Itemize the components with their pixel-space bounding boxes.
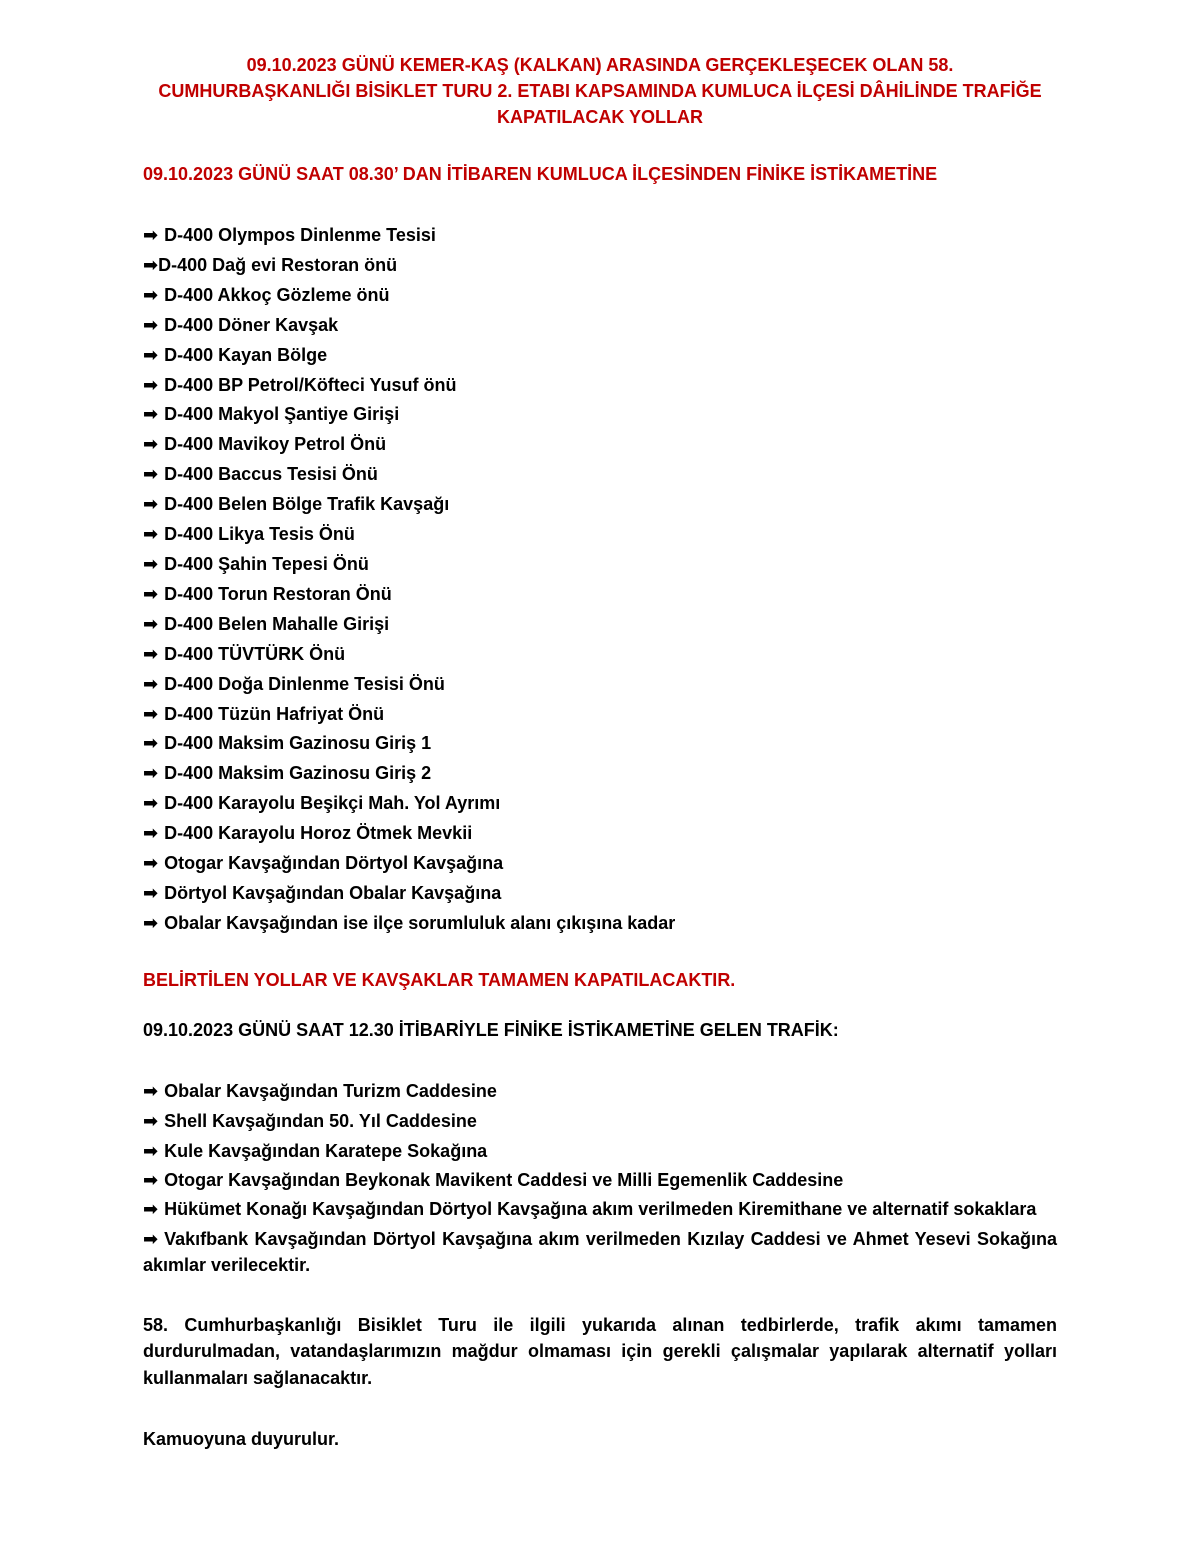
arrow-right-icon: ➡	[143, 643, 159, 664]
list-item-text: D-400 Karayolu Horoz Ötmek Mevkii	[164, 823, 473, 844]
arrow-right-icon: ➡	[143, 1140, 159, 1161]
arrow-right-icon: ➡	[143, 1170, 159, 1191]
list-item-text: D-400 Olympos Dinlenme Tesisi	[164, 225, 436, 245]
arrow-right-icon: ➡	[143, 733, 159, 754]
list-item	[143, 251, 1057, 281]
list-item	[143, 849, 1057, 879]
title-line: 09.10.2023 GÜNÜ KEMER-KAŞ (KALKAN) ARASINDA GERÇEKLEŞECEK OLAN 58.	[246, 55, 954, 75]
list-item	[143, 490, 1057, 520]
list-item	[143, 430, 1057, 460]
list-item-text: D-400 Karayolu Beşikçi Mah. Yol Ayrımı	[164, 793, 501, 814]
document-page	[143, 52, 1057, 1452]
arrow-right-icon: ➡	[143, 763, 159, 784]
closing-line: Kamuoyuna duyurulur.	[143, 1429, 340, 1450]
list-item	[143, 400, 1057, 430]
list-item-text: D-400 Maksim Gazinosu Giriş 2	[164, 763, 432, 784]
list-item-text: D-400 Belen Bölge Trafik Kavşağı	[164, 494, 450, 515]
arrow-right-icon: ➡	[143, 613, 159, 634]
list-item	[143, 1107, 1057, 1137]
list-item	[143, 371, 1057, 401]
list-item-text: Otogar Kavşağından Beykonak Mavikent Caddesi ve Milli Egemenlik Caddesine	[164, 1170, 844, 1191]
list-item	[143, 879, 1057, 909]
list-item	[143, 1226, 1057, 1279]
list-item-text: Kule Kavşağından Karatepe Sokağına	[164, 1140, 488, 1161]
list-item	[143, 460, 1057, 490]
list-item-text: D-400 Belen Mahalle Girişi	[164, 613, 390, 634]
list-item-text: D-400 Döner Kavşak	[164, 314, 339, 335]
arrow-right-icon: ➡	[143, 374, 159, 395]
arrow-right-icon: ➡	[143, 314, 159, 335]
list-item-text: Otogar Kavşağından Dörtyol Kavşağına	[164, 853, 504, 874]
list-item	[143, 819, 1057, 849]
list-item	[143, 729, 1057, 759]
title-line: KAPATILACAK YOLLAR	[497, 107, 703, 127]
list-item-text: Shell Kavşağından 50. Yıl Caddesine	[164, 1110, 477, 1131]
arrow-right-icon: ➡	[143, 464, 159, 485]
list-item	[143, 670, 1057, 700]
arrow-right-icon: ➡	[143, 703, 159, 724]
list-item-text: D-400 TÜVTÜRK Önü	[164, 643, 346, 664]
document-title	[143, 52, 1057, 130]
list-item	[143, 311, 1057, 341]
arrow-right-icon: ➡	[143, 1199, 159, 1220]
list-item	[143, 759, 1057, 789]
arrow-right-icon: ➡	[143, 404, 159, 425]
arrow-right-icon: ➡	[143, 583, 159, 604]
closed-roads-list	[143, 221, 1057, 939]
list-item-text: Dörtyol Kavşağından Obalar Kavşağına	[164, 882, 502, 903]
list-item	[143, 1137, 1057, 1167]
arrow-right-icon: ➡	[143, 524, 159, 545]
arrow-right-icon: ➡	[143, 1110, 159, 1131]
list-item-text: D-400 Baccus Tesisi Önü	[164, 464, 378, 485]
measures-paragraph: 58. Cumhurbaşkanlığı Bisiklet Turu ile ilgili yukarıda alınan tedbirlerde, trafik akımı tamamen durdurulmadan, vatandaşlarımızın mağdur olmaması için gerekli çalışmalar yapılarak alternatif yolları kullanmaları sağlanacaktır.	[143, 1314, 1057, 1388]
list-item	[143, 580, 1057, 610]
list-item	[143, 281, 1057, 311]
list-item	[143, 909, 1057, 939]
arrow-right-icon: ➡	[143, 344, 159, 365]
list-item	[143, 1196, 1057, 1223]
arrow-right-icon: ➡	[143, 912, 159, 933]
list-item-text: D-400 Dağ evi Restoran önü	[158, 254, 398, 275]
list-item-text: Vakıfbank Kavşağından Dörtyol Kavşağına akım verilmeden Kızılay Caddesi ve Ahmet Yesevi Sokağına akımlar verilecektir.	[143, 1228, 1057, 1276]
arrow-right-icon: ➡	[143, 1080, 159, 1101]
list-item-text: D-400 Torun Restoran Önü	[164, 583, 392, 604]
diverted-traffic-list	[143, 1077, 1057, 1279]
list-item	[143, 1166, 1057, 1196]
list-item	[143, 520, 1057, 550]
section1-heading: 09.10.2023 GÜNÜ SAAT 08.30’ DAN İTİBAREN KUMLUCA İLÇESİNDEN FİNİKE İSTİKAMETİNE	[143, 164, 938, 184]
list-item-text: D-400 Maksim Gazinosu Giriş 1	[164, 733, 432, 754]
list-item-text: D-400 Kayan Bölge	[164, 344, 328, 365]
arrow-right-icon: ➡	[143, 1228, 159, 1249]
list-item	[143, 700, 1057, 730]
arrow-right-icon: ➡	[143, 823, 159, 844]
section2-heading: 09.10.2023 GÜNÜ SAAT 12.30 İTİBARİYLE FİNİKE İSTİKAMETİNE GELEN TRAFİK:	[143, 1019, 839, 1040]
arrow-right-icon: ➡	[143, 434, 159, 455]
list-item-text: D-400 Tüzün Hafriyat Önü	[164, 703, 385, 724]
closed-roads-note: BELİRTİLEN YOLLAR VE KAVŞAKLAR TAMAMEN KAPATILACAKTIR.	[143, 969, 736, 990]
arrow-right-icon: ➡	[143, 254, 159, 275]
arrow-right-icon: ➡	[143, 284, 159, 305]
list-item	[143, 1077, 1057, 1107]
list-item-text: D-400 BP Petrol/Köfteci Yusuf önü	[164, 374, 457, 395]
list-item-text: Hükümet Konağı Kavşağından Dörtyol Kavşağına akım verilmeden Kiremithane ve alternatif sokaklara	[164, 1199, 1037, 1220]
list-item-text: D-400 Likya Tesis Önü	[164, 524, 355, 545]
list-item-text: D-400 Şahin Tepesi Önü	[164, 553, 369, 574]
list-item-text: Obalar Kavşağından ise ilçe sorumluluk alanı çıkışına kadar	[164, 912, 676, 933]
list-item	[143, 789, 1057, 819]
arrow-right-icon: ➡	[143, 853, 159, 874]
list-item-text: D-400 Makyol Şantiye Girişi	[164, 404, 400, 425]
list-item	[143, 341, 1057, 371]
arrow-right-icon: ➡	[143, 882, 159, 903]
arrow-right-icon: ➡	[143, 553, 159, 574]
arrow-right-icon: ➡	[143, 225, 159, 245]
list-item-text: D-400 Mavikoy Petrol Önü	[164, 434, 387, 455]
title-line: CUMHURBAŞKANLIĞI BİSİKLET TURU 2. ETABI KAPSAMINDA KUMLUCA İLÇESİ DÂHİLİNDE TRAFİĞE	[158, 81, 1042, 101]
arrow-right-icon: ➡	[143, 673, 159, 694]
list-item	[143, 640, 1057, 670]
list-item	[143, 550, 1057, 580]
arrow-right-icon: ➡	[143, 494, 159, 515]
list-item	[143, 221, 1057, 251]
list-item-text: D-400 Doğa Dinlenme Tesisi Önü	[164, 673, 445, 694]
list-item	[143, 610, 1057, 640]
list-item-text: Obalar Kavşağından Turizm Caddesine	[164, 1080, 497, 1101]
arrow-right-icon: ➡	[143, 793, 159, 814]
list-item-text: D-400 Akkoç Gözleme önü	[164, 284, 390, 305]
